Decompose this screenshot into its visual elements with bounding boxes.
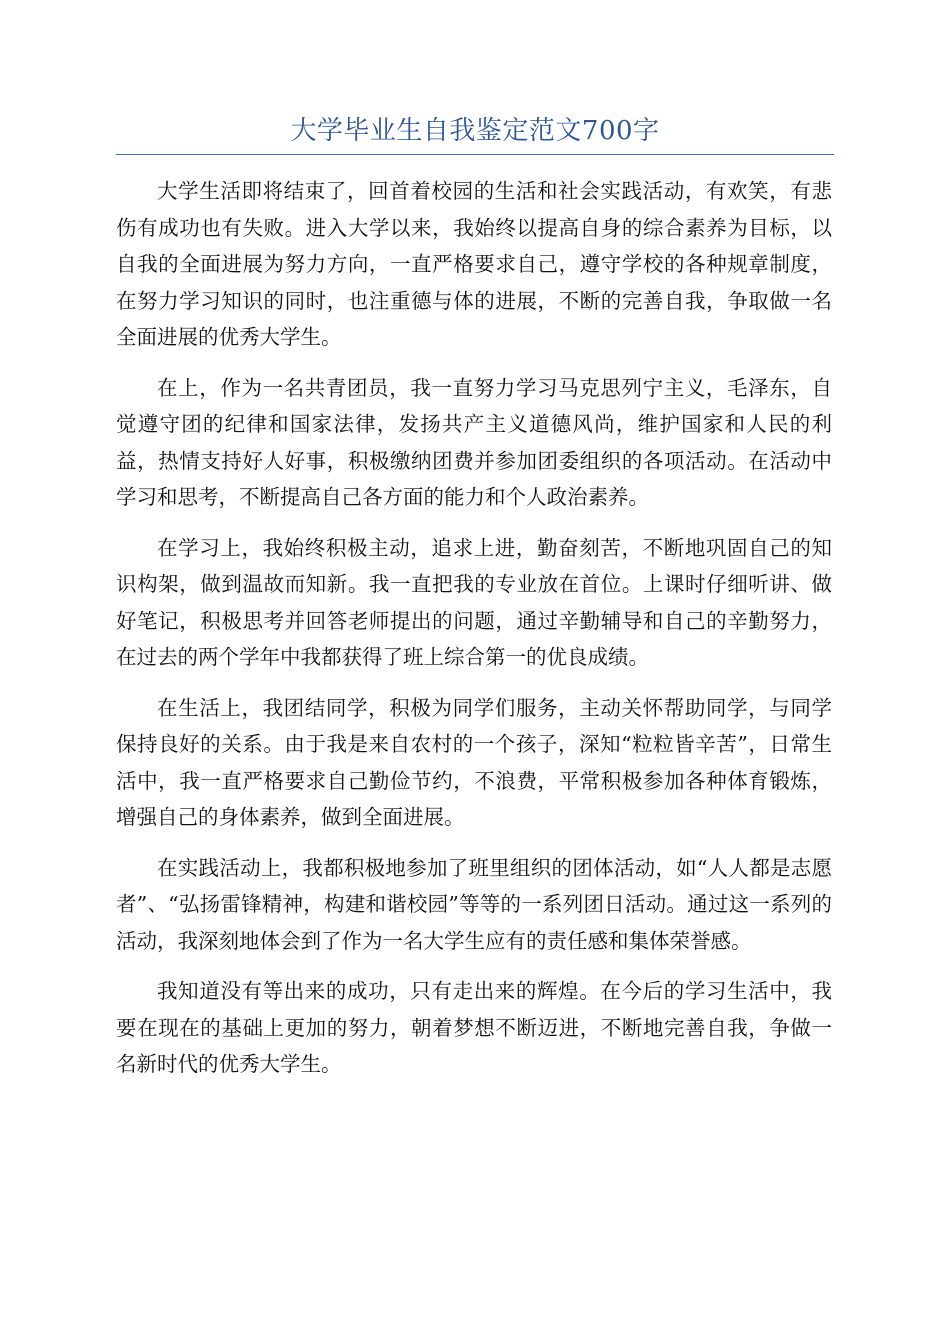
paragraph-political: 在上，作为一名共青团员，我一直努力学习马克思列宁主义，毛泽东，自觉遵守团的纪律和国家法律，发扬共产主义道德风尚，维护国家和人民的利益，热情支持好人好事，积极缴纳团费并参加团委组织的各项活动。在活动中学习和思考，不断提高自己各方面的能力和个人政治素养。	[116, 375, 832, 509]
document-body	[116, 173, 832, 1097]
title-underline	[116, 154, 834, 155]
paragraph-study: 在学习上，我始终积极主动，追求上进，勤奋刻苦，不断地巩固自己的知识构架，做到温故而知新。我一直把我的专业放在首位。上课时仔细听讲、做好笔记，积极思考并回答老师提出的问题，通过辛勤辅导和自己的辛勤努力，在过去的两个学年中我都获得了班上综合第一的优良成绩。	[116, 535, 832, 669]
paragraph-practice: 在实践活动上，我都积极地参加了班里组织的团体活动，如“人人都是志愿者”、“弘扬雷锋精神，构建和谐校园”等等的一系列团日活动。通过这一系列的活动，我深刻地体会到了作为一名大学生应有的责任感和集体荣誉感。	[116, 855, 832, 953]
paragraph-conclusion: 我知道没有等出来的成功，只有走出来的辉煌。在今后的学习生活中，我要在现在的基础上更加的努力，朝着梦想不断迈进，不断地完善自我，争做一名新时代的优秀大学生。	[116, 979, 832, 1076]
document-title: 大学毕业生自我鉴定范文700字	[290, 116, 660, 146]
paragraph-life: 在生活上，我团结同学，积极为同学们服务，主动关怀帮助同学，与同学保持良好的关系。由于我是来自农村的一个孩子，深知“粒粒皆辛苦”，日常生活中，我一直严格要求自己勤俭节约，不浪费，平常积极参加各种体育锻炼，增强自己的身体素养，做到全面进展。	[116, 695, 832, 829]
paragraph-overview: 大学生活即将结束了，回首着校园的生活和社会实践活动，有欢笑，有悲伤有成功也有失败。进入大学以来，我始终以提高自身的综合素养为目标，以自我的全面进展为努力方向，一直严格要求自己，遵守学校的各种规章制度，在努力学习知识的同时，也注重德与体的进展，不断的完善自我，争取做一名全面进展的优秀大学生。	[116, 179, 832, 349]
